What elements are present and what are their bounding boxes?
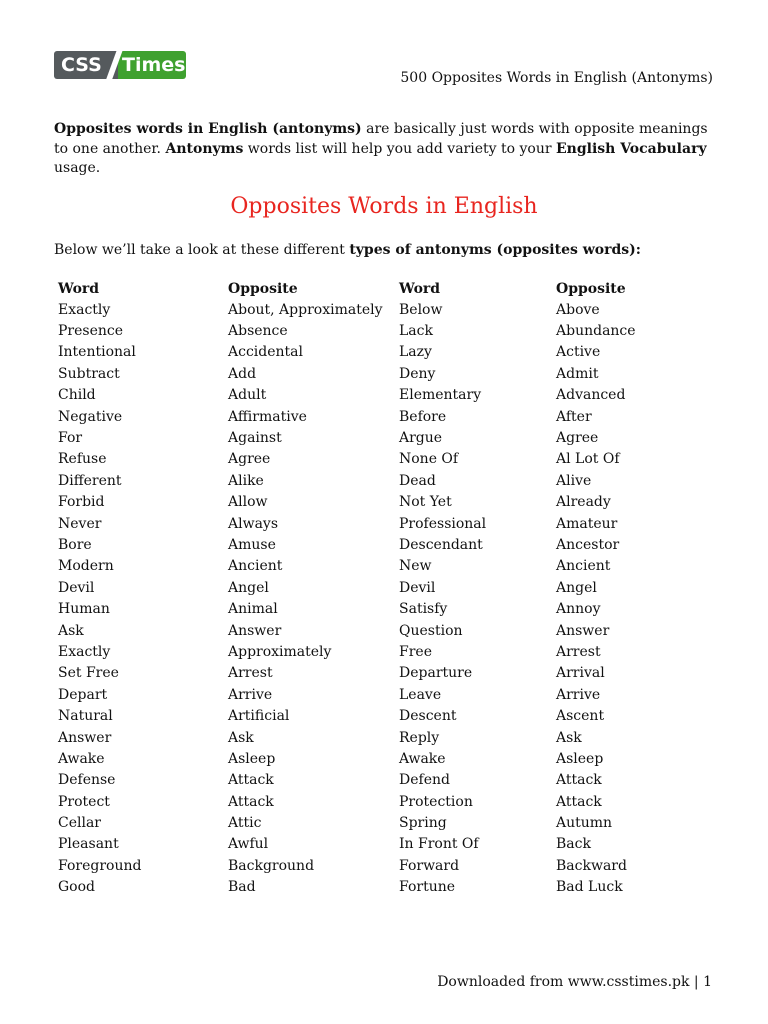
logo-text-times: Times (118, 51, 186, 79)
word-cell: Reply (399, 729, 440, 746)
word-cell: Departure (399, 665, 473, 682)
opposite-cell: Add (228, 365, 257, 382)
table-row (54, 363, 672, 384)
word-cell: Depart (58, 686, 108, 703)
word-cell: Dead (399, 472, 436, 489)
opposite-cell: Animal (228, 601, 278, 618)
opposite-cell: Allow (228, 494, 268, 511)
opposite-cell: Admit (556, 365, 599, 382)
word-cell: Human (58, 601, 110, 618)
word-cell: New (399, 558, 432, 575)
opposite-cell: Annoy (556, 601, 601, 618)
word-cell: Spring (399, 815, 447, 832)
opposite-cell: Agree (228, 451, 271, 468)
column-header-opposite: Opposite (228, 280, 298, 297)
table-row (54, 385, 672, 406)
opposite-cell: Already (556, 494, 611, 511)
lead-bold: types of antonyms (opposites words): (349, 242, 641, 258)
table-body (54, 299, 672, 898)
intro-text-2: words list will help you add variety to your (243, 140, 556, 157)
opposite-cell: Bad (228, 879, 256, 896)
table-row (54, 492, 672, 513)
lead-text: Below we’ll take a look at these different (54, 242, 350, 258)
opposite-cell: Angel (556, 579, 597, 596)
opposite-cell: About, Approximately (228, 301, 383, 318)
opposite-cell: Ascent (556, 708, 605, 725)
table-row (54, 812, 672, 833)
word-cell: Answer (58, 729, 112, 746)
opposite-cell: Ancestor (556, 536, 620, 553)
opposite-cell: Artificial (228, 708, 290, 725)
opposite-cell: Arrival (556, 665, 605, 682)
opposite-cell: Affirmative (228, 408, 307, 425)
word-cell: Free (399, 643, 432, 660)
word-cell: Protect (58, 793, 110, 810)
opposite-cell: Agree (556, 430, 599, 447)
opposite-cell: Answer (228, 622, 282, 639)
opposite-cell: Above (556, 301, 600, 318)
word-cell: Defend (399, 772, 450, 789)
word-cell: Deny (399, 365, 436, 382)
intro-bold-opposites: Opposites words in English (antonyms) (54, 121, 362, 137)
table-row (54, 320, 672, 341)
opposite-cell: Back (556, 836, 591, 853)
intro-text-3: usage. (54, 160, 101, 176)
word-cell: Question (399, 622, 463, 639)
table-row (54, 641, 672, 662)
word-cell: In Front Of (399, 836, 479, 853)
opposite-cell: Against (228, 430, 282, 447)
opposite-cell: Backward (556, 857, 627, 874)
opposite-cell: Alike (228, 472, 264, 489)
opposite-cell: Adult (228, 387, 267, 404)
intro-bold-antonyms: Antonyms (165, 140, 244, 157)
table-row (54, 406, 672, 427)
opposite-cell: Arrest (556, 643, 601, 660)
word-cell: Foreground (58, 857, 142, 874)
word-cell: Exactly (58, 301, 111, 318)
word-cell: Satisfy (399, 601, 448, 618)
opposite-cell: Ancient (556, 558, 611, 575)
word-cell: Leave (399, 686, 442, 703)
word-cell: Lack (399, 323, 433, 340)
table-row (54, 577, 672, 598)
word-cell: Ask (58, 622, 84, 639)
opposite-cell: Advanced (556, 387, 626, 404)
word-cell: Elementary (399, 387, 482, 404)
table-row (54, 748, 672, 769)
word-cell: For (58, 430, 83, 447)
opposite-cell: Approximately (228, 643, 332, 660)
opposite-cell: Awful (228, 836, 269, 853)
word-cell: Descent (399, 708, 457, 725)
opposite-cell: Ask (556, 729, 582, 746)
word-cell: Forward (399, 857, 460, 874)
opposite-cell: Amuse (228, 536, 276, 553)
word-cell: Awake (399, 750, 446, 767)
table-row (54, 705, 672, 726)
opposite-cell: Arrive (228, 686, 273, 703)
table-row (54, 556, 672, 577)
table-row (54, 513, 672, 534)
word-cell: Below (399, 301, 443, 318)
table-row (54, 534, 672, 555)
table-row (54, 684, 672, 705)
opposite-cell: Attack (228, 793, 274, 810)
word-cell: Not Yet (399, 494, 452, 511)
word-cell: Devil (58, 579, 95, 596)
word-cell: Refuse (58, 451, 107, 468)
word-cell: Pleasant (58, 836, 119, 853)
opposite-cell: Accidental (228, 344, 303, 361)
word-cell: Protection (399, 793, 473, 810)
word-cell: Descendant (399, 536, 483, 553)
word-cell: Natural (58, 708, 113, 725)
opposite-cell: Active (556, 344, 601, 361)
opposite-cell: Asleep (556, 750, 604, 767)
opposite-cell: Attack (228, 772, 274, 789)
word-cell: Subtract (58, 365, 120, 382)
opposite-cell: Angel (228, 579, 269, 596)
word-cell: Presence (58, 323, 124, 340)
opposite-cell: Autumn (556, 815, 613, 832)
intro-bold-vocabulary: English Vocabulary (555, 140, 707, 157)
word-cell: Good (58, 879, 96, 896)
table-row (54, 727, 672, 748)
opposite-cell: Amateur (556, 515, 618, 532)
opposite-cell: Ask (228, 729, 254, 746)
table-row (54, 663, 672, 684)
word-cell: Professional (399, 515, 487, 532)
word-cell: Modern (58, 558, 114, 575)
table-row (54, 470, 672, 491)
word-cell: Awake (58, 750, 105, 767)
opposite-cell: Answer (556, 622, 610, 639)
word-cell: Defense (58, 772, 116, 789)
opposite-cell: Alive (556, 472, 592, 489)
page-footer: Downloaded from www.csstimes.pk | 1 (437, 974, 712, 990)
opposite-cell: Absence (228, 323, 288, 340)
table-row (54, 770, 672, 791)
site-logo (54, 51, 186, 79)
document-header-title: 500 Opposites Words in English (Antonyms) (400, 70, 713, 86)
word-cell: Intentional (58, 344, 136, 361)
opposite-cell: Al Lot Of (556, 451, 620, 468)
word-cell: Forbid (58, 494, 105, 511)
opposite-cell: Arrest (228, 665, 273, 682)
table-row (54, 342, 672, 363)
word-cell: Fortune (399, 879, 456, 896)
word-cell: Set Free (58, 665, 119, 682)
opposite-cell: Bad Luck (556, 879, 623, 896)
opposite-cell: After (556, 408, 592, 425)
column-header-word: Word (58, 280, 100, 297)
word-cell: Negative (58, 408, 123, 425)
word-cell: Child (58, 387, 96, 404)
antonyms-table (54, 278, 672, 898)
opposite-cell: Always (228, 515, 279, 532)
opposite-cell: Attack (556, 793, 602, 810)
opposite-cell: Background (228, 857, 315, 874)
page-heading: Opposites Words in English (230, 194, 538, 219)
table-row (54, 855, 672, 876)
table-row (54, 620, 672, 641)
table-row (54, 598, 672, 619)
table-header-row (54, 278, 672, 299)
word-cell: Different (58, 472, 122, 489)
table-row (54, 877, 672, 898)
column-header-word: Word (399, 280, 441, 297)
opposite-cell: Arrive (556, 686, 601, 703)
word-cell: Never (58, 515, 102, 532)
word-cell: None Of (399, 451, 459, 468)
table-row (54, 791, 672, 812)
word-cell: Exactly (58, 643, 111, 660)
word-cell: Cellar (58, 815, 101, 832)
table-row (54, 299, 672, 320)
lead-paragraph (54, 242, 641, 258)
word-cell: Argue (399, 430, 443, 447)
opposite-cell: Attic (228, 815, 262, 832)
table-row (54, 834, 672, 855)
word-cell: Devil (399, 579, 436, 596)
logo-text-css: CSS (54, 51, 118, 79)
opposite-cell: Ancient (228, 558, 283, 575)
table-row (54, 427, 672, 448)
word-cell: Before (399, 408, 447, 425)
table-row (54, 449, 672, 470)
column-header-opposite: Opposite (556, 280, 626, 297)
opposite-cell: Attack (556, 772, 602, 789)
intro-paragraph (54, 120, 719, 179)
opposite-cell: Asleep (228, 750, 276, 767)
opposite-cell: Abundance (556, 323, 636, 340)
word-cell: Bore (58, 536, 92, 553)
intro-text-1: are basically just words with opposite meanings to one another. (54, 121, 708, 157)
word-cell: Lazy (399, 344, 432, 361)
